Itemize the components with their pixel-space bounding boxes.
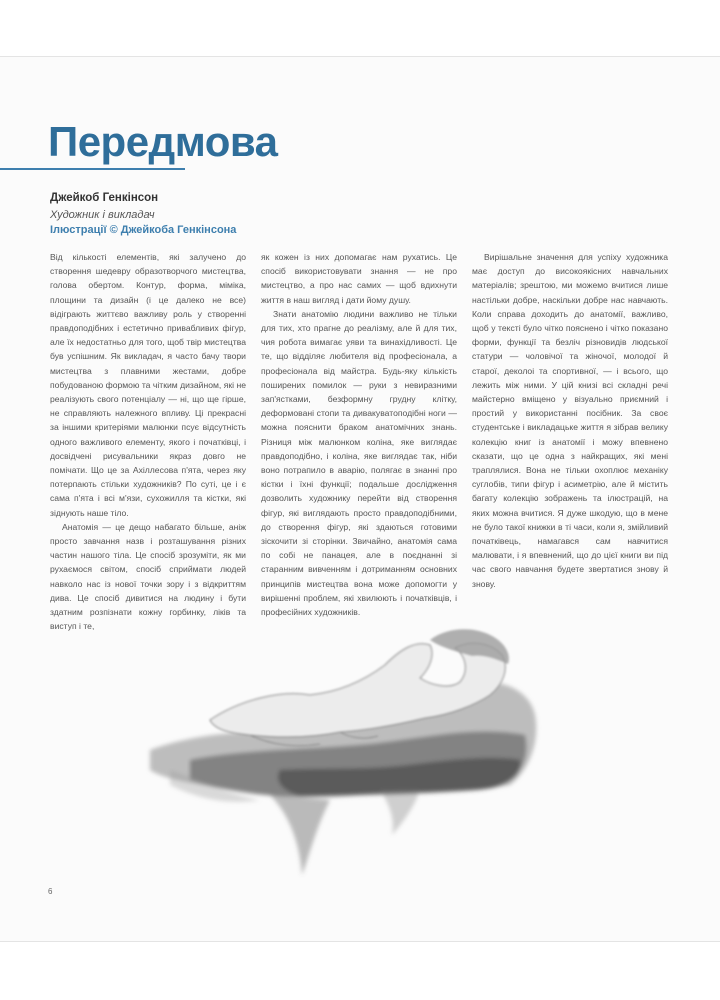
text-column-2: [261, 250, 457, 619]
author-role: Художник і викладач: [50, 209, 155, 221]
text-column-3: [472, 250, 668, 591]
text-column-1: [50, 250, 246, 633]
paragraph: Від кількості елементів, які залучено до створення шедевру образотворчого мистецтва, голова обертом. Контур, форма, міміка, площини та дизайн (і це далеко не все) відіграють життєво важливу роль у створенні правдоподібних і естетично привабливих фігур, але їх недостатньо для того, щоб твір мистецтва був успішним. Як викладач, я часто бачу твори мистецтва з плавними жестами, добре побудованою формою та чітким дизайном, які не реалізують свого потенціалу — ні, що ще гірше, не справляють належного впливу. Ці прекрасні за іншими критеріями малюнки псує відсутність одного важливого елементу, якого і початківці, і досвідчені рисувальники якраз довго не помічати. Що це за Ахіллесова п'ята, через яку потерпають стільки художників? По суті, це і є сама п'ята і всі м'язи, сухожилля та кістки, які зіднують наше тіло.: [50, 252, 246, 518]
illustration-credit: Ілюстрації © Джейкоба Генкінсона: [50, 224, 237, 236]
page-title: Передмова: [48, 118, 278, 165]
title-underline: [0, 168, 185, 170]
author-name: Джейкоб Генкінсон: [50, 192, 159, 204]
charcoal-figure-illustration: [130, 620, 550, 885]
paragraph: Вирішальне значення для успіху художника має доступ до високоякісних навчальних матеріалів; зрештою, ми можемо вчитися лише настільки добре, наскільки добре нас навчають. Коли справа доходить до анатомії, важливо, щоб у тексті було чітко пояснено і чітко показано форми, функції та безліч різновидів людської статури — чоловічої та жіночої, молодої й старої, деколоі та спортивної, — і всього, що лежить між ними. У цій книзі всі складні речі майстерно вміщено у візуально приємний і простий у використанні посібник. За своє студентське і викладацьке життя я зібрав велику колекцію книг із анатомії і можу впевнено сказати, що це одна з найкращих, які мені траплялися. Вона не тільки охоплює механіку суглобів, типи фігур і асиметрію, але й містить багату колекцію зображень та ілюстрацій, на яких можна вчитися. Я дуже шкодую, що в мене не було такої книжки в ті часи, коли я, змійливий початківець, намагався сам навчитися малювати, і я впевнений, що до цієї книги ви під час свого навчання будете звертатися знову й знову.: [472, 252, 668, 589]
paragraph: Анатомія — це дещо набагато більше, аніж просто завчання назв і розташування різних частин нашого тіла. Це спосіб зрозуміти, як ми рухаємося світом, спосіб сприймати людей навколо нас із нової точки зору і з відкриттям дива. Це спосіб дивитися на людину і бути здатним розпізнати кожну горбинку, ліків та виступ і те,: [50, 521, 246, 632]
page-number: 6: [48, 887, 53, 896]
paragraph: Знати анатомію людини важливо не тільки для тих, хто прагне до реалізму, але й для тих, чия робота вимагає уяви та винахідливості. Це те, що відділяє любителя від професіонала, а професіонала від майстра. Будь-яку кількість поширених помилок — руки з невиразними зап'ястками, безформну грудну клітку, деформовані стопи та дивакуватоподібні ноги — можна пояснити браком анатомічних знань. Різниця між малюнком коліна, яке виглядає правдоподібно, і коліна, яке виглядає так, ніби воно потрапило в аварію, полягає в знанні про кістки і їхні функції; подальше дослідження дозволить художнику перейти від створення фігур, які виглядають просто правдоподібними, до створення фігур, які здаються готовими зіскочити зі сторінки. Звичайно, анатомія сама по собі не панацея, але в поєднанні зі старанним вивченням і дотриманням основних принципів мистецтва вона може допомогти у вирішенні проблем, які хвилюють і початківців, і професійних художників.: [261, 308, 457, 618]
paragraph: як кожен із них допомагає нам рухатись. Це спосіб використовувати знання — не про мистецтво, а про нас самих — щоб вдихнути життя в наш вигляд і дати йому душу.: [261, 252, 457, 305]
